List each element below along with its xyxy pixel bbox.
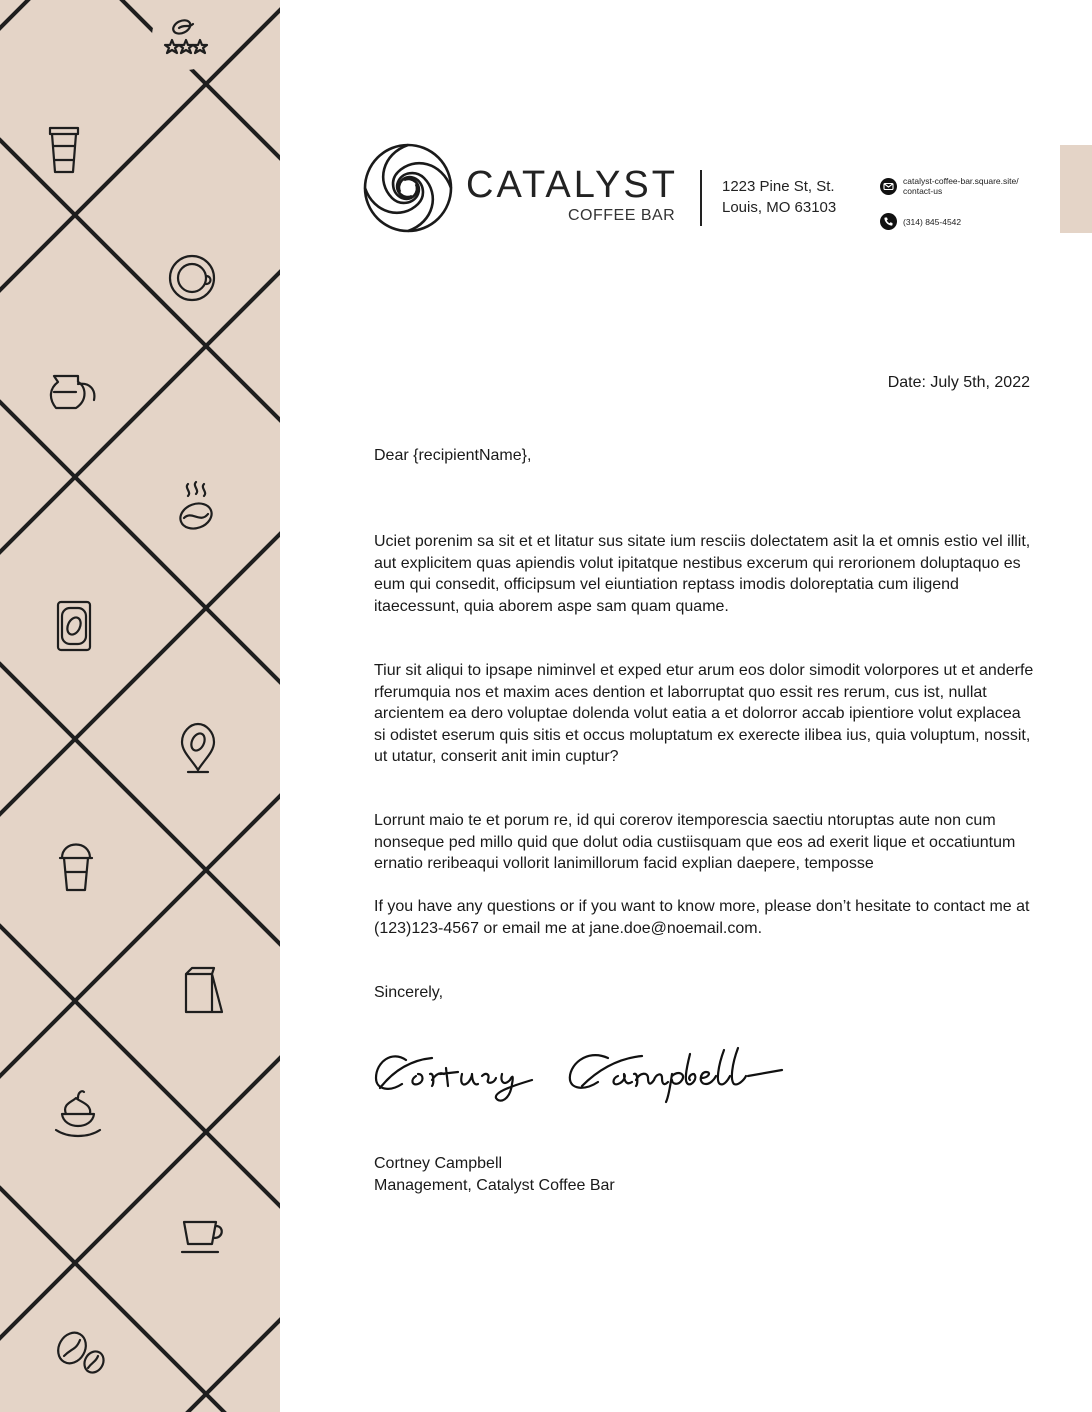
header-divider [700,170,702,226]
letterhead [362,140,1062,240]
phone-icon [880,213,897,230]
website-line-1[interactable]: catalyst-coffee-bar.square.site/ [903,176,1019,186]
coffee-bag-icon [40,592,108,660]
address-line-2: Louis, MO 63103 [722,199,837,216]
handwritten-signature [372,1040,792,1110]
website-line-2[interactable]: contact-us [903,186,943,196]
address [722,176,836,218]
cappuccino-icon [44,1078,112,1146]
location-pin-bean-icon [164,714,232,782]
body-paragraph-1: Uciet porenim sa sit et et litatur sus sitate ium resciis dolectatem asit la et omnis estio vel illit, aut explicitem quas apiendis volut ipitatque nestibus excerum qui rerorionem doluptaquo es eum qui consedit, officipsum vel eiuntiation reptass imodis doloreptatia cum iligend itaecessunt, quia aborem aspe sam quam quame. [374,533,1031,615]
salutation: Dear {recipientName}, [374,447,532,464]
paper-bag-icon [170,956,238,1024]
cup-saucer-top-icon [158,244,226,312]
signature-name: Cortney Campbell [374,1155,503,1172]
letter-date: Date: July 5th, 2022 [887,374,1030,391]
body-paragraph-4: If you have any questions or if you want to know more, please don’t hesitate to contact me at (123)123-4567 or email me at jane.doe@noemail.com. [374,898,1030,937]
body-paragraph-2: Tiur sit aliqui to ipsape niminvel et exped etur arum eos dolor simodit volorpores ut et anderfe rferumquia nos et maxim aces dention et laborruptat quo essit res rerum, cus ist, nullat arcientem ea dero voluptae dolenda volut eatia a et dolorror accab ipientiore volut explacea si odistet eserum quis sitis et occus moluptatum ex exerecte ilibea ius, quia voluptum, nossit, ut utatur, conserit anit imin cuptur? [374,662,1034,765]
catalyst-logo-icon [362,142,454,234]
sidebar-pattern [0,0,280,1412]
email-icon [880,178,897,195]
website-contact[interactable] [880,176,1040,196]
hot-coffee-bean-icon [162,472,230,540]
address-line-1: 1223 Pine St, St. [722,178,835,195]
coffee-pot-icon [38,356,106,424]
phone-number[interactable]: (314) 845-4542 [903,216,962,227]
phone-contact[interactable] [880,213,961,230]
brand-subtitle: COFFEE BAR [568,207,676,224]
edge-tab-accent [1060,145,1092,233]
coffee-bean-stars-icon [152,2,220,70]
brand-name: CATALYST [466,164,678,206]
lattice-lines [0,0,280,1412]
body-paragraph-3: Lorrunt maio te et porum re, id qui corerov itemporescia saectiu ntoruptas aute non cum nonseque ped millo quid que dolut odia custiisquam que eos ad exerit lique et occatiuntum ernatio reribeaqui vollorit lanimillorum facid explian daepere, temposse [374,812,1016,872]
espresso-cup-icon [166,1200,234,1268]
coffee-beans-icon [46,1318,114,1386]
takeaway-cup-icon [30,116,98,184]
decorative-sidebar [0,0,280,1412]
signature-title: Management, Catalyst Coffee Bar [374,1177,615,1194]
closing: Sincerely, [374,984,444,1001]
iced-coffee-icon [42,830,110,898]
